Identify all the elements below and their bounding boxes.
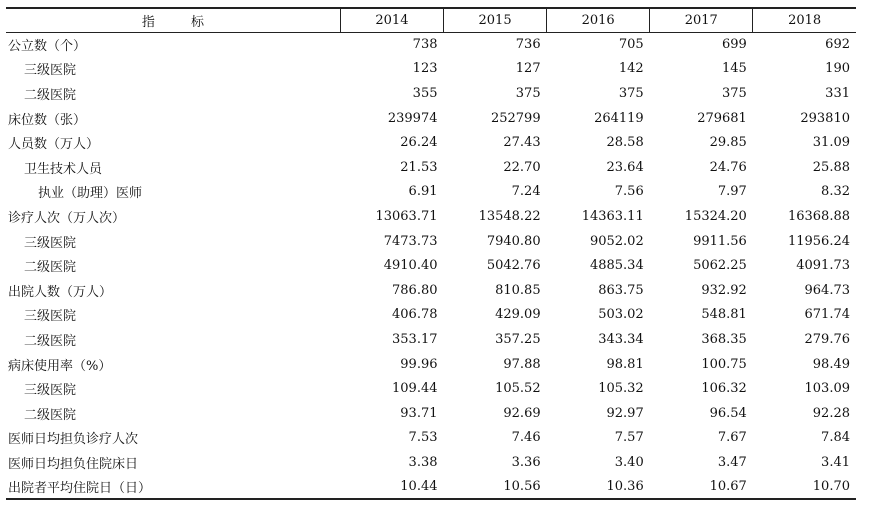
value-cell: 16368.88 <box>787 208 850 224</box>
value-cell: 7.57 <box>614 430 644 446</box>
row-label: 床位数（张） <box>8 112 87 128</box>
value-cell: 671.74 <box>804 307 850 323</box>
table-row <box>6 376 856 401</box>
row-label: 出院人数（万人） <box>8 284 113 300</box>
value-cell: 406.78 <box>392 307 438 323</box>
value-cell: 863.75 <box>598 282 644 298</box>
table-row <box>6 155 856 180</box>
value-cell: 932.92 <box>701 282 747 298</box>
row-label-cell <box>6 278 340 303</box>
row-label: 卫生技术人员 <box>24 161 103 177</box>
row-label-cell <box>6 352 340 377</box>
header-year: 2017 <box>650 8 753 32</box>
row-label-cell <box>6 81 340 106</box>
table-row <box>6 180 856 205</box>
value-cell: 5062.25 <box>693 258 747 274</box>
value-cell: 264119 <box>594 110 644 126</box>
value-cell: 92.28 <box>812 405 850 421</box>
table-body <box>6 32 856 499</box>
row-label-cell <box>6 253 340 278</box>
value-cell: 10.36 <box>547 475 650 500</box>
value-cell: 27.43 <box>503 135 541 151</box>
row-label: 医师日均担负住院床日 <box>8 456 139 472</box>
row-label-cell <box>6 450 340 475</box>
value-cell: 343.34 <box>598 331 644 347</box>
row-label: 诊疗人次（万人次） <box>8 210 126 226</box>
value-cell: 7473.73 <box>383 233 438 249</box>
value-cell: 29.85 <box>709 135 747 151</box>
value-cell: 98.49 <box>812 356 850 372</box>
value-cell: 252799 <box>490 110 541 126</box>
value-cell: 13063.71 <box>375 208 438 224</box>
value-cell: 331 <box>825 85 850 101</box>
value-cell: 429.09 <box>495 307 541 323</box>
row-label: 二级医院 <box>24 87 77 103</box>
row-label: 三级医院 <box>24 309 77 325</box>
row-label-cell <box>6 229 340 254</box>
value-cell: 5042.76 <box>486 258 541 274</box>
value-cell: 9052.02 <box>589 233 644 249</box>
value-cell: 786.80 <box>392 282 438 298</box>
value-cell: 92.97 <box>606 405 644 421</box>
value-cell: 127 <box>515 61 541 77</box>
row-label: 二级医院 <box>24 333 77 349</box>
value-cell: 375 <box>618 85 644 101</box>
value-cell: 357.25 <box>495 331 541 347</box>
table-row <box>6 352 856 377</box>
row-label-cell <box>6 303 340 328</box>
value-cell: 3.47 <box>717 454 747 470</box>
row-label: 病床使用率（%） <box>8 358 112 374</box>
value-cell: 692 <box>825 37 850 53</box>
value-cell: 26.24 <box>400 135 438 151</box>
value-cell: 6.91 <box>408 184 438 200</box>
value-cell: 705 <box>618 37 644 53</box>
value-cell: 4091.73 <box>796 258 850 274</box>
value-cell: 96.54 <box>709 405 747 421</box>
value-cell: 7.97 <box>717 184 747 200</box>
value-cell: 9911.56 <box>693 233 747 249</box>
value-cell: 7.24 <box>511 184 541 200</box>
row-label-cell <box>6 57 340 82</box>
table-row <box>6 450 856 475</box>
value-cell: 7.67 <box>717 430 747 446</box>
value-cell: 279.76 <box>804 331 850 347</box>
value-cell: 97.88 <box>503 356 541 372</box>
table-row <box>6 81 856 106</box>
row-label-cell <box>6 376 340 401</box>
table-row <box>6 327 856 352</box>
value-cell: 4885.34 <box>589 258 644 274</box>
table-row <box>6 106 856 131</box>
value-cell: 23.64 <box>606 159 644 175</box>
value-cell: 279681 <box>697 110 747 126</box>
value-cell: 103.09 <box>804 381 850 397</box>
value-cell: 3.40 <box>614 454 644 470</box>
value-cell: 355 <box>412 85 438 101</box>
header-year: 2018 <box>753 8 856 32</box>
value-cell: 145 <box>722 61 747 77</box>
value-cell: 503.02 <box>598 307 644 323</box>
row-label-cell <box>6 204 340 229</box>
value-cell: 964.73 <box>804 282 850 298</box>
row-label-cell <box>6 426 340 451</box>
value-cell: 8.32 <box>821 184 850 200</box>
value-cell: 375 <box>722 85 747 101</box>
value-cell: 11956.24 <box>787 233 850 249</box>
value-cell: 738 <box>412 37 438 53</box>
value-cell: 93.71 <box>400 405 438 421</box>
table-row <box>6 475 856 500</box>
value-cell: 142 <box>618 61 644 77</box>
row-label-cell <box>6 475 340 500</box>
value-cell: 10.44 <box>340 475 443 500</box>
value-cell: 10.56 <box>444 475 547 500</box>
value-cell: 22.70 <box>503 159 541 175</box>
table-row <box>6 278 856 303</box>
value-cell: 123 <box>412 61 438 77</box>
table-header <box>6 8 856 32</box>
value-cell: 109.44 <box>392 381 438 397</box>
table-row <box>6 32 856 57</box>
row-label-cell <box>6 401 340 426</box>
value-cell: 25.88 <box>812 159 850 175</box>
value-cell: 99.96 <box>400 356 438 372</box>
table-row <box>6 204 856 229</box>
hospital-stats-table <box>6 7 856 500</box>
row-label: 出院者平均住院日（日） <box>8 480 152 496</box>
value-cell: 3.38 <box>408 454 438 470</box>
row-label: 医师日均担负诊疗人次 <box>8 432 139 448</box>
row-label-cell <box>6 180 340 205</box>
row-label: 人员数（万人） <box>8 137 100 153</box>
row-label: 二级医院 <box>24 407 77 423</box>
value-cell: 368.35 <box>701 331 747 347</box>
header-indicator: 指 标 <box>6 8 340 32</box>
value-cell: 7.84 <box>821 430 850 446</box>
value-cell: 3.36 <box>511 454 541 470</box>
value-cell: 13548.22 <box>478 208 541 224</box>
table-row <box>6 130 856 155</box>
row-label-cell <box>6 327 340 352</box>
value-cell: 98.81 <box>606 356 644 372</box>
table-row <box>6 426 856 451</box>
value-cell: 375 <box>515 85 541 101</box>
row-label-cell <box>6 106 340 131</box>
row-label-cell <box>6 32 340 57</box>
table-row <box>6 57 856 82</box>
value-cell: 15324.20 <box>684 208 747 224</box>
table-row <box>6 303 856 328</box>
value-cell: 105.32 <box>598 381 644 397</box>
header-year: 2014 <box>340 8 443 32</box>
value-cell: 106.32 <box>701 381 747 397</box>
row-label-cell <box>6 130 340 155</box>
table-row <box>6 229 856 254</box>
value-cell: 21.53 <box>400 159 438 175</box>
row-label-cell <box>6 155 340 180</box>
value-cell: 293810 <box>800 110 850 126</box>
value-cell: 100.75 <box>701 356 747 372</box>
value-cell: 7.56 <box>614 184 644 200</box>
value-cell: 699 <box>722 37 747 53</box>
value-cell: 7.46 <box>511 430 541 446</box>
value-cell: 31.09 <box>812 135 850 151</box>
value-cell: 10.70 <box>753 475 856 500</box>
value-cell: 14363.11 <box>581 208 644 224</box>
row-label: 执业（助理）医师 <box>38 186 143 202</box>
value-cell: 10.67 <box>650 475 753 500</box>
value-cell: 810.85 <box>495 282 541 298</box>
row-label: 二级医院 <box>24 260 77 276</box>
value-cell: 190 <box>825 61 850 77</box>
value-cell: 24.76 <box>709 159 747 175</box>
value-cell: 92.69 <box>503 405 541 421</box>
value-cell: 28.58 <box>606 135 644 151</box>
row-label: 公立数（个） <box>8 39 87 55</box>
header-year: 2016 <box>547 8 650 32</box>
header-year: 2015 <box>444 8 547 32</box>
value-cell: 239974 <box>387 110 438 126</box>
value-cell: 105.52 <box>495 381 541 397</box>
value-cell: 4910.40 <box>383 258 438 274</box>
value-cell: 353.17 <box>392 331 438 347</box>
value-cell: 7940.80 <box>486 233 541 249</box>
value-cell: 7.53 <box>408 430 438 446</box>
table-row <box>6 401 856 426</box>
header-row <box>6 8 856 32</box>
value-cell: 548.81 <box>701 307 747 323</box>
row-label: 三级医院 <box>24 63 77 79</box>
row-label: 三级医院 <box>24 383 77 399</box>
value-cell: 3.41 <box>821 454 850 470</box>
stats-table-container <box>6 7 856 500</box>
value-cell: 736 <box>515 37 541 53</box>
row-label: 三级医院 <box>24 235 77 251</box>
table-row <box>6 253 856 278</box>
